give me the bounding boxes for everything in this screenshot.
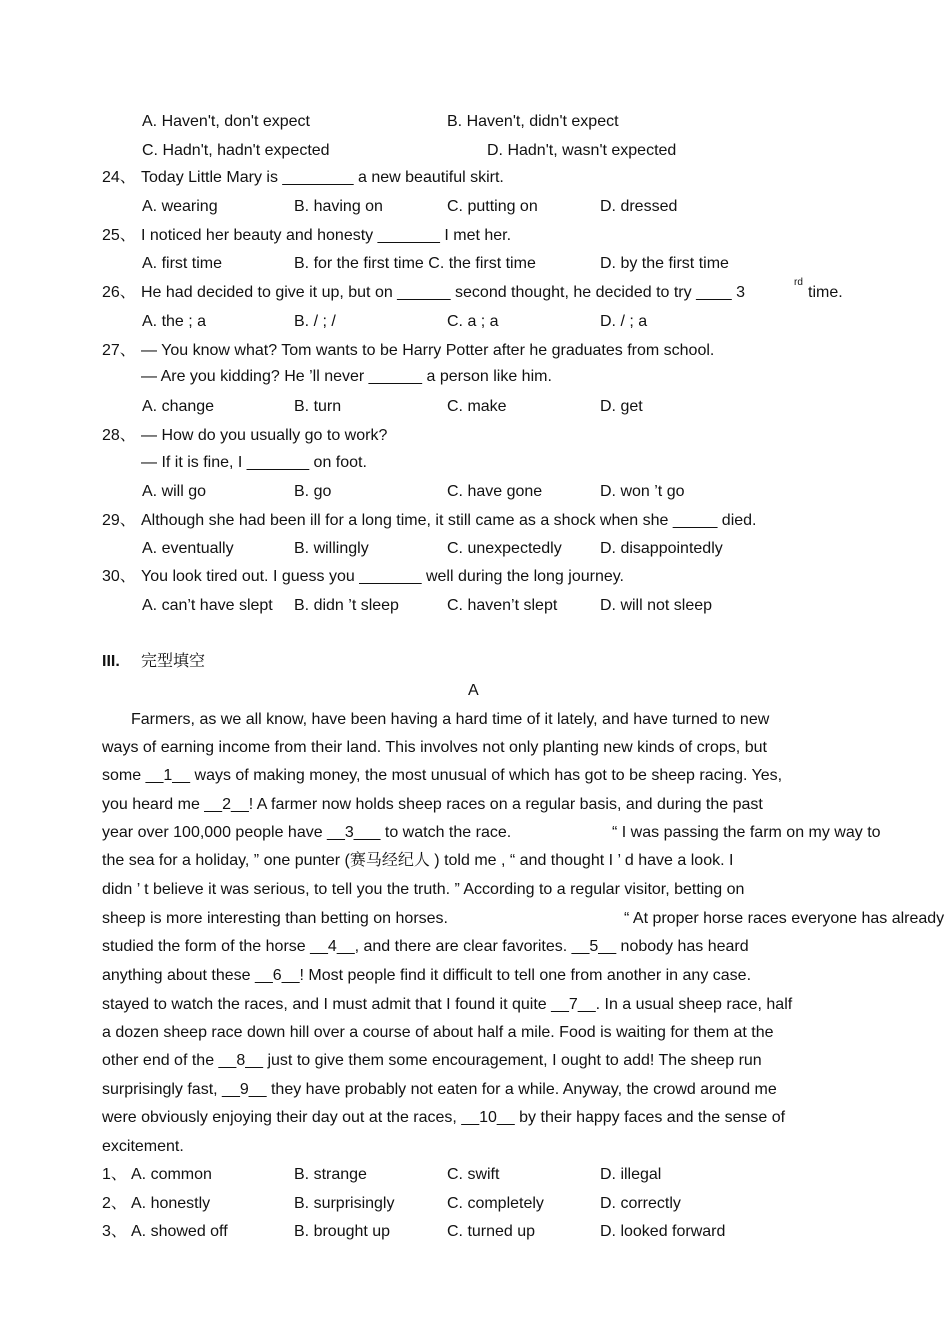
q30-number: 30、 <box>102 568 136 585</box>
q26-option-a: A. the ; a <box>142 313 207 330</box>
passage-line: anything about these __6__! Most people find it difficult to tell one from another in any case. <box>102 967 752 984</box>
passage-label: A <box>468 682 479 699</box>
passage-line: excitement. <box>102 1138 184 1155</box>
passage-line: you heard me __2__! A farmer now holds sheep races on a regular basis, and during the past <box>102 796 763 813</box>
q29-number: 29、 <box>102 512 136 529</box>
cloze-3-option-c: C. turned up <box>447 1223 536 1240</box>
q23-option-a: A. Haven't, don't expect <box>142 113 310 130</box>
q26-option-b: B. / ; / <box>294 313 336 330</box>
q27-dialogue-line-2: — Are you kidding? He ’ll never ______ a person like him. <box>141 368 552 385</box>
q28-option-a: A. will go <box>142 483 207 500</box>
q24-question: Today Little Mary is ________ a new beautiful skirt. <box>141 169 504 186</box>
q25-number: 25、 <box>102 227 136 244</box>
q28-number: 28、 <box>102 427 136 444</box>
passage-line: Farmers, as we all know, have been having a hard time of it lately, and have turned to new <box>131 711 770 728</box>
q24-option-c: C. putting on <box>447 198 538 215</box>
q27-dialogue-line-1: — You know what? Tom wants to be Harry Potter after he graduates from school. <box>141 342 715 359</box>
q30-question: You look tired out. I guess you _______ well during the long journey. <box>141 568 624 585</box>
q29-question: Although she had been ill for a long time, it still came as a shock when she _____ died. <box>141 512 757 529</box>
q24-number: 24、 <box>102 169 136 186</box>
q25-question: I noticed her beauty and honesty _______ I met her. <box>141 227 512 244</box>
passage-line: ways of earning income from their land. This involves not only planting new kinds of crops, but <box>102 739 767 756</box>
q26-number: 26、 <box>102 284 136 301</box>
q23-option-d: D. Hadn't, wasn't expected <box>487 142 677 159</box>
passage-line: didn ’ t believe it was serious, to tell you the truth. ” According to a regular visitor, betting on <box>102 881 745 898</box>
q25-option-bc: B. for the first time C. the first time <box>294 255 536 272</box>
q28-dialogue-line-1: — How do you usually go to work? <box>141 427 388 444</box>
passage-line: the sea for a holiday, ” one punter (赛马经纪人 ) told me , “ and thought I ’ d have a look. I <box>102 852 734 869</box>
cloze-2-option-c: C. completely <box>447 1195 544 1212</box>
q24-option-b: B. having on <box>294 198 383 215</box>
cloze-2-option-a: A. honestly <box>131 1195 211 1212</box>
section-title: 完型填空 <box>141 653 206 670</box>
passage-line: were obviously enjoying their day out at the races, __10__ by their happy faces and the sense of <box>102 1109 786 1126</box>
q29-option-b: B. willingly <box>294 540 369 557</box>
q25-option-d: D. by the first time <box>600 255 729 272</box>
q27-option-b: B. turn <box>294 398 342 415</box>
cloze-1-number: 1、 <box>102 1166 127 1183</box>
q26-option-c: C. a ; a <box>447 313 499 330</box>
q24-option-d: D. dressed <box>600 198 678 215</box>
passage-line: surprisingly fast, __9__ they have probably not eaten for a while. Anyway, the crowd around me <box>102 1081 777 1098</box>
q26-question: He had decided to give it up, but on ______ second thought, he decided to try ____ 3 <box>141 284 746 301</box>
cloze-1-option-a: A. common <box>131 1166 212 1183</box>
q28-dialogue-line-2: — If it is fine, I _______ on foot. <box>141 454 367 471</box>
q28-option-d: D. won ’t go <box>600 483 685 500</box>
q27-option-c: C. make <box>447 398 507 415</box>
passage-line: a dozen sheep race down hill over a course of about half a mile. Food is waiting for them at the <box>102 1024 774 1041</box>
q29-option-d: D. disappointedly <box>600 540 723 557</box>
q26-superscript: rd <box>794 277 803 288</box>
cloze-1-option-d: D. illegal <box>600 1166 662 1183</box>
q24-option-a: A. wearing <box>142 198 218 215</box>
cloze-3-number: 3、 <box>102 1223 127 1240</box>
q29-option-a: A. eventually <box>142 540 234 557</box>
q26-question-tail: time. <box>808 284 843 301</box>
section-number: III. <box>102 653 120 670</box>
q28-option-b: B. go <box>294 483 332 500</box>
cloze-2-option-d: D. correctly <box>600 1195 681 1212</box>
passage-line: other end of the __8__ just to give them some encouragement, I ought to add! The sheep run <box>102 1052 762 1069</box>
q23-option-b: B. Haven't, didn't expect <box>447 113 619 130</box>
passage-line: sheep is more interesting than betting on horses. <box>102 910 448 927</box>
cloze-1-option-b: B. strange <box>294 1166 367 1183</box>
passage-line: “ I was passing the farm on my way to <box>612 824 881 841</box>
cloze-3-option-a: A. showed off <box>131 1223 228 1240</box>
passage-line: some __1__ ways of making money, the most unusual of which has got to be sheep racing. Yes, <box>102 767 783 784</box>
passage-line: studied the form of the horse __4__, and there are clear favorites. __5__ nobody has heard <box>102 938 749 955</box>
q27-option-d: D. get <box>600 398 643 415</box>
cloze-2-option-b: B. surprisingly <box>294 1195 395 1212</box>
cloze-1-option-c: C. swift <box>447 1166 500 1183</box>
passage-line: stayed to watch the races, and I must admit that I found it quite __7__. In a usual sheep race, half <box>102 996 793 1013</box>
q25-option-a: A. first time <box>142 255 223 272</box>
passage-line: “ At proper horse races everyone has already <box>624 910 945 927</box>
cloze-3-option-b: B. brought up <box>294 1223 391 1240</box>
q29-option-c: C. unexpectedly <box>447 540 562 557</box>
q27-number: 27、 <box>102 342 136 359</box>
cloze-2-number: 2、 <box>102 1195 127 1212</box>
q26-option-d: D. / ; a <box>600 313 648 330</box>
q23-option-c: C. Hadn't, hadn't expected <box>142 142 330 159</box>
passage-line: year over 100,000 people have __3___ to watch the race. <box>102 824 512 841</box>
q30-option-c: C. haven’t slept <box>447 597 558 614</box>
q30-option-b: B. didn ’t sleep <box>294 597 399 614</box>
q27-option-a: A. change <box>142 398 215 415</box>
q30-option-d: D. will not sleep <box>600 597 713 614</box>
q28-option-c: C. have gone <box>447 483 543 500</box>
q30-option-a: A. can’t have slept <box>142 597 273 614</box>
cloze-3-option-d: D. looked forward <box>600 1223 726 1240</box>
